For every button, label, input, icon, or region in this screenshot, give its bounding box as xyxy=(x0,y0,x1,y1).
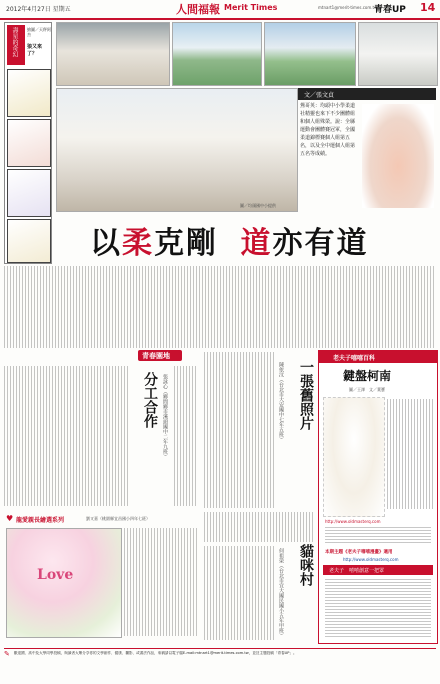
essay-photo-text-right xyxy=(204,512,314,542)
sidebar-banner xyxy=(319,351,437,363)
header-brand: Merit Times xyxy=(224,3,278,12)
comic-panel-3 xyxy=(7,169,51,217)
header-section: 青春UP xyxy=(374,5,406,15)
column-right-text xyxy=(174,366,198,506)
essay-cat-text xyxy=(204,546,274,640)
sidebar-credit: 圖／王澤 文／葉寶 xyxy=(349,387,385,392)
essay-photo-title: 一張舊照片 xyxy=(298,360,314,430)
promo-url[interactable]: http://www.oldmasterq.com xyxy=(343,557,399,562)
sidebar-url: http://www.oldmasterq.com xyxy=(325,519,381,524)
essay-cat-title: 貓咪村 xyxy=(298,544,314,586)
photo-judo-throw xyxy=(264,22,356,86)
photo-main-team xyxy=(56,88,298,212)
column-title: 分工合作 xyxy=(142,372,158,428)
essay-photo-text xyxy=(204,352,274,508)
promo-title: 本期主題《老夫子嘻嘻漫畫》適用 xyxy=(325,550,393,555)
byline-box xyxy=(298,88,436,100)
headline: 以柔克剛 道亦有道 xyxy=(90,226,369,261)
comic-credit: 繪圖／天秤阿杰 xyxy=(27,27,51,37)
sidebar xyxy=(318,350,438,644)
sidebar-title: 老夫子嘻嘻百科 xyxy=(333,355,376,362)
comic-panel-2 xyxy=(7,119,51,167)
header-logo: 人間福報 xyxy=(176,3,220,16)
comic-strip xyxy=(4,22,52,264)
column-label: 青春園地 xyxy=(138,350,182,361)
foot-illustration xyxy=(362,104,434,208)
page-header xyxy=(0,0,440,20)
sidebar-topic: 鍵盤柯南 xyxy=(343,369,392,383)
article-byline: 文／張文貞 xyxy=(304,92,335,99)
headline-emphasis-way: 道 xyxy=(240,226,273,261)
comic-panel-1 xyxy=(7,69,51,117)
photo-judo-pose xyxy=(358,22,438,86)
headline-emphasis-soft: 柔 xyxy=(122,226,154,261)
column-left-text xyxy=(4,366,130,506)
comic-title: 狼又來了？ xyxy=(27,44,43,57)
column-author: 張詠心（鄉間鄉市溪頭國中二年九班） xyxy=(162,374,168,459)
drawing-label: ♥ 龍愛親長繪選系列 xyxy=(6,514,65,524)
photo-credit: 圖／均頭國中小提供 xyxy=(240,203,276,208)
heart-icon: ♥ xyxy=(6,514,14,523)
drawing-caption: Love xyxy=(37,567,74,583)
photo-judo-group xyxy=(56,22,170,86)
header-date: 2012年4月27日 星期五 xyxy=(6,6,71,13)
footer-bar xyxy=(4,648,436,661)
footer-text: 歡迎國、高中及大學同學投稿，與讀者大眾分享你的文學創作、健康、攝影、或書法作品，來稿請以電子檔E-mail:mtnart1@merit-times.com.tw，並註主題投稿「青春UP」。 xyxy=(14,651,297,655)
comic-tag: 壽星的奇幻 xyxy=(7,25,25,65)
drawing-love-art xyxy=(6,528,122,638)
pencil-icon: ✎ xyxy=(4,650,10,658)
ad-text xyxy=(325,579,431,639)
sidebar-text xyxy=(387,399,433,509)
ad-banner: 老夫子 嘻嘻創意一把罩 xyxy=(323,565,433,575)
header-url: mtnart1@merit-times.com.tw xyxy=(318,5,378,10)
old-master-q-illustration xyxy=(323,397,385,517)
comic-panel-4 xyxy=(7,219,51,263)
sidebar-paragraph xyxy=(325,527,431,545)
photo-caption: 鶯哥英：均頭中小學柔道社精靈也來下不少團體組和個人組殊榮。說：全縣運動會團體賽冠軍，全國柔道錦標賽個人組第五名，以及全中運個人組第五名等成績。 xyxy=(300,103,356,157)
essay-cat-author: 何祖榮（台北市宜大國民國小五年甲班） xyxy=(278,548,284,638)
essay-photo-author: 陳依汶（台北市大安國中七年五班） xyxy=(278,362,284,442)
photo-judo-field xyxy=(172,22,262,86)
article-body-text xyxy=(4,266,436,348)
header-page-number: 14 xyxy=(420,1,436,14)
drawing-side-text xyxy=(124,528,198,636)
drawing-author: 劉又嘉（桃園縣宜昌國小四年七班） xyxy=(86,516,150,521)
